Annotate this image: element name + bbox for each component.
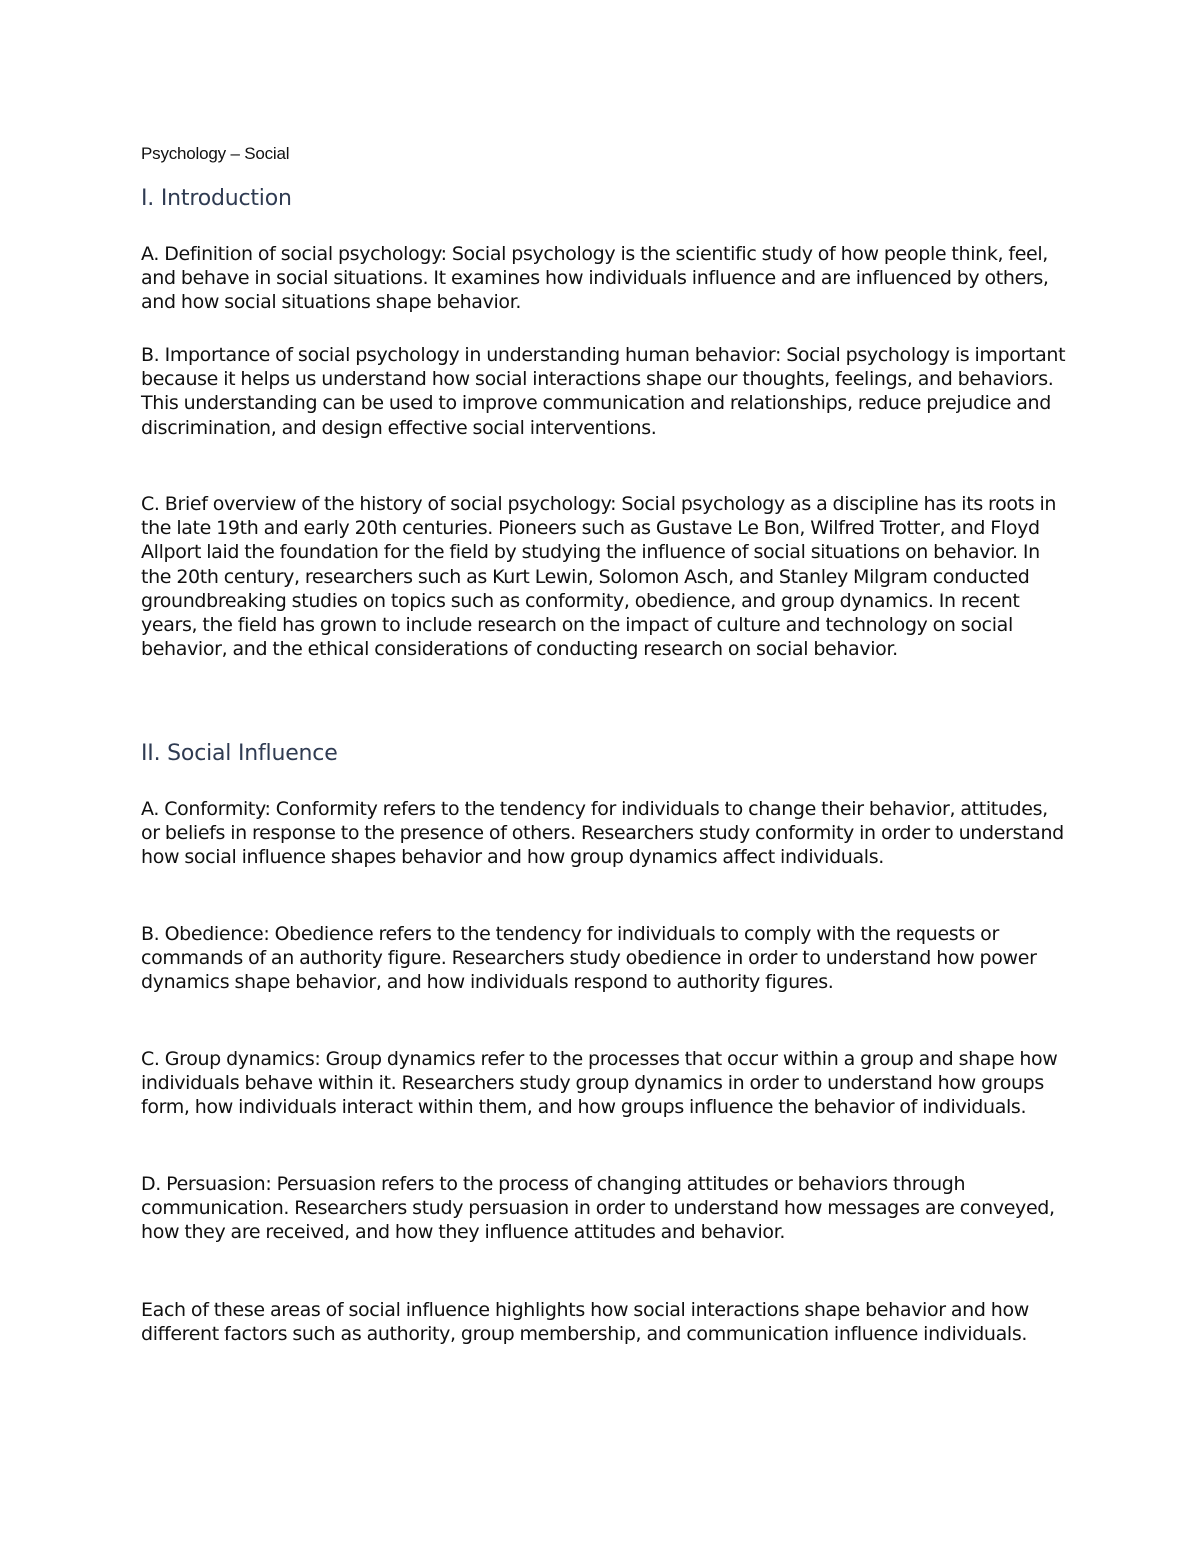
- paragraph-persuasion: D. Persuasion: Persuasion refers to the process of changing attitudes or behaviors through communication. Researchers study persuasion in order to understand how messages are conveyed, how they are received, and how they influence attitudes and behavior.: [141, 1173, 1055, 1244]
- paragraph-importance: B. Importance of social psychology in understanding human behavior: Social psychology is important because it helps us understand how social interactions shape our thoughts, feelings, and behaviors. This understanding can be used to improve communication and relationships, reduce prejudice and discrimination, and design effective social interventions.: [141, 344, 1066, 439]
- paragraph-obedience: B. Obedience: Obedience refers to the tendency for individuals to comply with the requests or commands of an authority figure. Researchers study obedience in order to understand how power dynamics shape behavior, and how individuals respond to authority figures.: [141, 923, 1037, 994]
- section-heading-introduction: I. Introduction: [141, 186, 292, 211]
- paragraph-conformity: A. Conformity: Conformity refers to the tendency for individuals to change their behavior, attitudes, or beliefs in response to the presence of others. Researchers study conformity in order to understand how social influence shapes behavior and how group dynamics affect individuals.: [141, 798, 1064, 869]
- paragraph-definition: A. Definition of social psychology: Social psychology is the scientific study of how people think, feel, and behave in social situations. It examines how individuals influence and are influenced by others, and how social situations shape behavior.: [141, 243, 1049, 314]
- document-header: Psychology – Social: [141, 144, 290, 163]
- paragraph-summary: Each of these areas of social influence highlights how social interactions shape behavior and how different factors such as authority, group membership, and communication influence individuals.: [141, 1299, 1029, 1346]
- paragraph-group-dynamics: C. Group dynamics: Group dynamics refer to the processes that occur within a group and shape how individuals behave within it. Researchers study group dynamics in order to understand how groups form, how individuals interact within them, and how groups influence the behavior of individuals.: [141, 1048, 1058, 1119]
- section-heading-social-influence: II. Social Influence: [141, 741, 338, 766]
- paragraph-history: C. Brief overview of the history of social psychology: Social psychology as a discipline has its roots in the late 19th and early 20th centuries. Pioneers such as Gustave Le Bon, Wilfred Trotter, and Floyd Allport laid the foundation for the field by studying the influence of social situations on behavior. In the 20th century, researchers such as Kurt Lewin, Solomon Asch, and Stanley Milgram conducted groundbreaking studies on topics such as conformity, obedience, and group dynamics. In recent years, the field has grown to include research on the impact of culture and technology on social behavior, and the ethical considerations of conducting research on social behavior.: [141, 493, 1057, 661]
